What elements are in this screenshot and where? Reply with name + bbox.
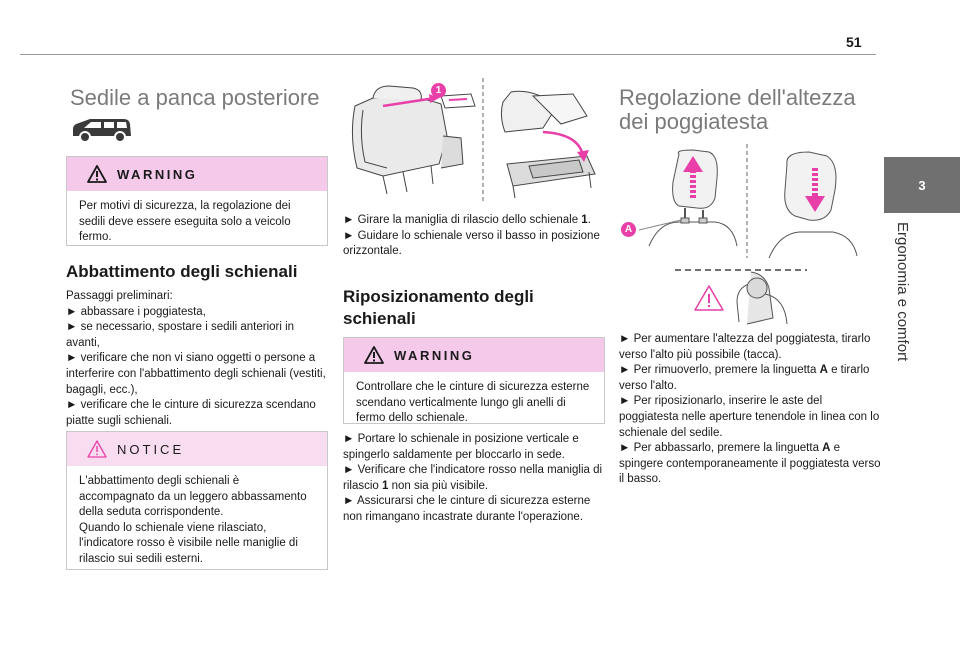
step-text: . (587, 214, 591, 226)
notice-body (67, 466, 327, 576)
chapter-tab[interactable] (884, 157, 960, 213)
warning-box (66, 156, 328, 246)
notice-triangle-icon (87, 440, 107, 458)
step-text: ► Verificare che l'indicatore rosso nella maniglia di rilascio (343, 464, 603, 492)
step-text: e tirarlo verso l'alto. (619, 364, 870, 392)
notice-label: NOTICE (117, 441, 185, 457)
step-ref: A (819, 364, 828, 377)
step-item: ► abbassare i poggiatesta, (66, 305, 206, 318)
warning-triangle-icon (87, 165, 107, 183)
reposition-steps (343, 432, 605, 526)
notice-header (67, 432, 327, 466)
section-title-headrest: Regolazione dell'altezza dei poggiatesta (619, 85, 856, 134)
notice-text: L'abbattimento degli schienali è accompagnato da un leggero abbassamento della seduta corrispondente. (79, 475, 307, 519)
step-text: ► Girare la maniglia di rilascio dello schienale (343, 214, 582, 226)
van-icon (70, 116, 134, 149)
step-text: ► Per abbassarlo, premere la linguetta (619, 442, 823, 455)
warning-text: Per motivi di sicurezza, la regolazione dei sedili deve essere eseguita solo a veicolo fermo. (79, 200, 291, 244)
step-ref: A (822, 442, 831, 455)
callout-a-badge: A (621, 222, 636, 237)
callout-1-badge: 1 (431, 83, 446, 98)
chapter-label (886, 222, 916, 382)
notice-box (66, 431, 328, 570)
step-text: e spingere contemporaneamente il poggiatesta verso il basso. (619, 442, 881, 486)
warning-box (343, 337, 605, 424)
fold-steps (343, 213, 605, 260)
step-item: ► Guidare lo schienale verso il basso in posizione orizzontale. (343, 229, 600, 258)
step-item (619, 441, 881, 488)
step-ref: 1 (581, 214, 588, 226)
step-item: ► Assicurarsi che le cinture di sicurezza esterne non rimangano incastrate durante l'operazione. (343, 495, 591, 523)
section-title-rear-bench: Sedile a panca posteriore (70, 85, 320, 110)
preliminary-steps (66, 289, 328, 429)
warning-text: Controllare che le cinture di sicurezza esterne scendano verticalmente lungo gli anelli di fermo dello schienale. (356, 381, 590, 425)
step-item: ► Portare lo schienale in posizione verticale e spingerlo saldamente per bloccarlo in sede. (343, 433, 579, 461)
headrest-steps (619, 332, 881, 488)
notice-text: Quando lo schienale viene rilasciato, l'indicatore rosso è visibile nelle maniglie di rilascio sui sedili esterni. (79, 521, 298, 565)
page-number: 51 (846, 34, 862, 50)
seat-folding-illustration (343, 76, 605, 202)
step-item: ► se necessario, spostare i sedili anteriori in avanti, (66, 321, 295, 349)
step-item (619, 363, 881, 394)
header-rule (20, 54, 876, 55)
step-item: ► verificare che le cinture di sicurezza scendano piatte sugli schienali. (66, 399, 316, 427)
warning-label: WARNING (394, 347, 475, 363)
warning-label: WARNING (117, 166, 198, 182)
step-item: ► Per riposizionarlo, inserire le aste del poggiatesta nelle aperture tenendole in linea con lo schienale del sedile. (619, 395, 880, 439)
step-text: non sia più visibile. (388, 479, 489, 492)
warning-header (67, 157, 327, 191)
chapter-number: 3 (918, 177, 926, 193)
heading-fold-backrests: Abbattimento degli schienali (66, 262, 298, 281)
warning-header (344, 338, 604, 372)
step-ref: 1 (381, 479, 389, 492)
step-item (343, 213, 605, 229)
warning-triangle-icon (364, 346, 384, 364)
step-text: ► Per rimuoverlo, premere la linguetta (619, 364, 820, 377)
heading-reposition-backrests: Riposizionamento degli schienali (343, 287, 534, 328)
step-item (343, 463, 605, 494)
step-item: ► verificare che non vi siano oggetti o persone a interferire con l'abbattimento degli schienali (vestiti, bagagli, ecc.), (66, 352, 326, 396)
steps-intro: Passaggi preliminari: (66, 290, 173, 302)
chapter-label-text: Ergonomia e comfort (894, 222, 911, 362)
step-item: ► Per aumentare l'altezza del poggiatesta, tirarlo verso l'alto più possibile (tacca). (619, 333, 871, 361)
headrest-illustration (619, 138, 881, 328)
